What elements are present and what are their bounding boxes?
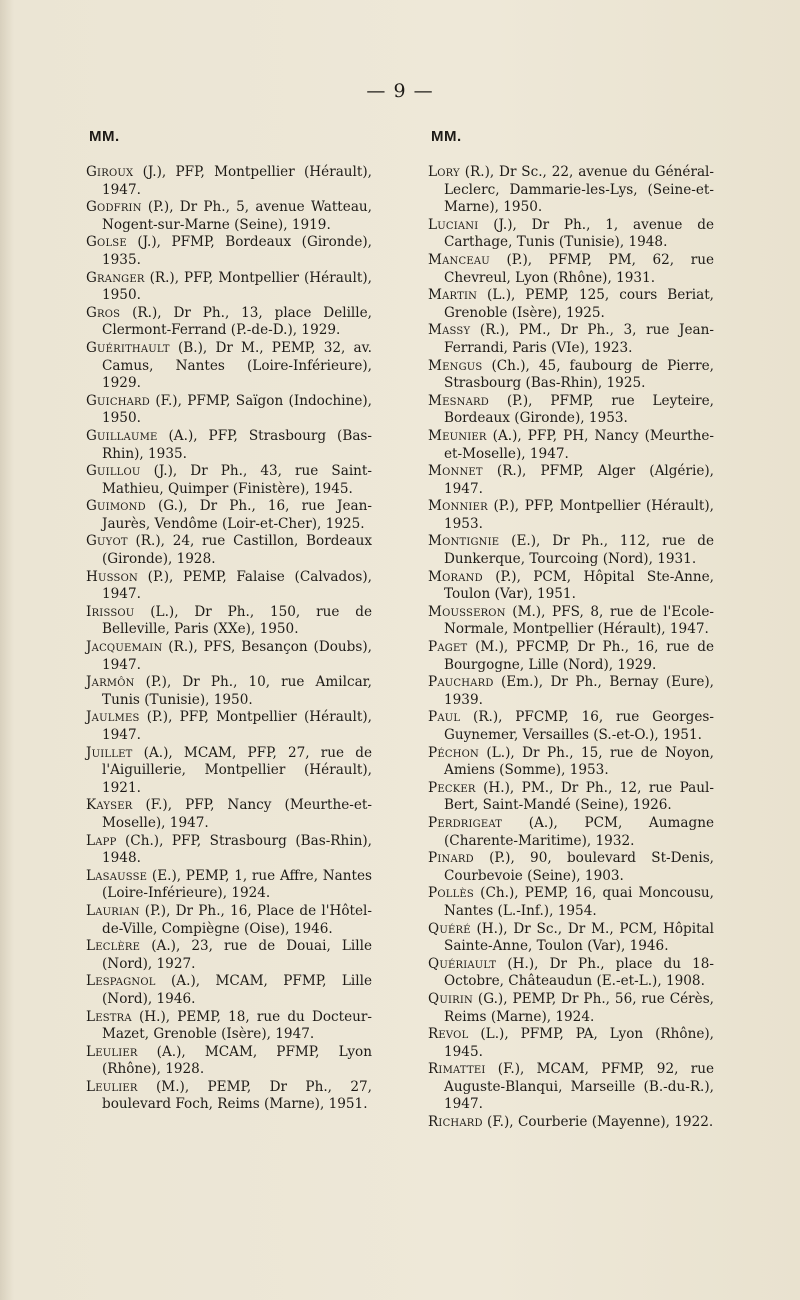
entry-details: (P.), PFMP, PM, 62, rue Chevreul, Lyon (Rhône), 1931.	[444, 251, 714, 286]
directory-entry	[86, 199, 372, 234]
entry-details: (J.), PFP, Montpellier (Hérault), 1947.	[102, 164, 372, 198]
directory-entry	[428, 498, 714, 533]
entry-details: (A.), PCM, Aumagne (Charente-Maritime), 1932.	[444, 814, 714, 849]
entry-details: (R.), PFCMP, 16, rue Georges-Guynemer, Versailles (S.-et-O.), 1951.	[444, 709, 714, 743]
entry-name: Guyot	[86, 533, 128, 550]
entry-details: (A.), MCAM, PFMP, Lyon (Rhône), 1928.	[102, 1043, 372, 1078]
entry-details: (P.), PFP, Montpellier (Hérault), 1947.	[102, 709, 372, 743]
entry-details: (A.), PFP, Strasbourg (Bas-Rhin), 1935.	[102, 427, 372, 462]
entry-name: Quériault	[428, 955, 497, 972]
entry-details: (J.), Dr Ph., 43, rue Saint-Mathieu, Quimper (Finistère), 1945.	[102, 463, 372, 497]
entry-name: Jarmôn	[86, 674, 135, 691]
entry-name: Perdrigeat	[428, 814, 503, 831]
directory-entry	[86, 1044, 372, 1079]
directory-entry	[428, 358, 714, 393]
directory-entry	[428, 709, 714, 744]
directory-entry	[86, 745, 372, 798]
entry-details: (R.), PM., Dr Ph., 3, rue Jean-Ferrandi, Paris (VIe), 1923.	[444, 322, 714, 356]
entry-name: Péchon	[428, 744, 479, 761]
directory-entry	[86, 797, 372, 832]
entry-details: (F.), PFP, Nancy (Meurthe-et-Moselle), 1947.	[102, 797, 372, 831]
entry-details: (L.), Dr Ph., 150, rue de Belleville, Paris (XXe), 1950.	[102, 603, 372, 638]
directory-entry	[428, 850, 714, 885]
entry-name: Mengus	[428, 357, 483, 374]
directory-entry	[86, 903, 372, 938]
directory-entry	[428, 604, 714, 639]
entry-name: Richard	[428, 1114, 483, 1131]
entry-name: Godfrin	[86, 199, 142, 216]
entry-details: (P.), PCM, Hôpital Ste-Anne, Toulon (Var), 1951.	[444, 568, 714, 603]
entry-name: Massy	[428, 322, 471, 339]
directory-entry	[428, 1026, 714, 1061]
entry-name: Quirin	[428, 990, 473, 1007]
entry-name: Mousseron	[428, 603, 506, 620]
entry-details: (R.), PFMP, Alger (Algérie), 1947.	[444, 463, 714, 497]
entry-name: Giroux	[86, 164, 134, 180]
directory-entry	[86, 569, 372, 604]
entry-details: (H.), Dr Ph., place du 18-Octobre, Châteaudun (E.-et-L.), 1908.	[444, 955, 714, 990]
directory-entry	[428, 428, 714, 463]
directory-entry	[428, 815, 714, 850]
directory-entry	[86, 938, 372, 973]
entry-name: Guillaume	[86, 427, 158, 444]
directory-entry	[86, 868, 372, 903]
entry-details: (P.), PFP, Montpellier (Hérault), 1953.	[444, 498, 714, 532]
directory-entry	[86, 1079, 372, 1114]
entry-details: (Ch.), PEMP, 16, quai Moncousu, Nantes (L.-Inf.), 1954.	[444, 885, 714, 919]
entry-details: (M.), PEMP, Dr Ph., 27, boulevard Foch, Reims (Marne), 1951.	[102, 1078, 372, 1113]
directory-entry	[86, 833, 372, 868]
entry-details: (R.), Dr Sc., 22, avenue du Général-Leclerc, Dammarie-les-Lys, (Seine-et-Marne), 1950.	[444, 164, 714, 216]
column-heading: MM.	[89, 128, 120, 145]
entry-name: Leulier	[86, 1043, 138, 1060]
entry-details: (A.), MCAM, PFP, 27, rue de l'Aiguillerie, Montpellier (Hérault), 1921.	[102, 744, 372, 796]
entry-details: (R.), Dr Ph., 13, place Delille, Clermont-Ferrand (P.-de-D.), 1929.	[102, 304, 372, 339]
entry-name: Lory	[428, 164, 460, 180]
entry-name: Martin	[428, 287, 478, 304]
directory-entry	[428, 322, 714, 357]
directory-entry	[86, 498, 372, 533]
directory-entry	[428, 569, 714, 604]
entry-details: (E.), PEMP, 1, rue Affre, Nantes (Loire-Inférieure), 1924.	[102, 867, 372, 902]
directory-entry	[428, 921, 714, 956]
entry-details: (H.), PM., Dr Ph., 12, rue Paul-Bert, Saint-Mandé (Seine), 1926.	[444, 779, 714, 814]
directory-entry	[86, 973, 372, 1008]
entry-details: (R.), PFS, Besançon (Doubs), 1947.	[102, 639, 372, 673]
directory-entry	[428, 780, 714, 815]
directory-entry	[428, 745, 714, 780]
entry-details: (L.), PEMP, 125, cours Beriat, Grenoble (Isère), 1925.	[444, 287, 714, 321]
entry-details: (J.), Dr Ph., 1, avenue de Carthage, Tunis (Tunisie), 1948.	[444, 216, 714, 251]
entry-list	[428, 164, 714, 1132]
entry-name: Paget	[428, 639, 468, 656]
directory-entry	[428, 393, 714, 428]
entry-details: (P.), 90, boulevard St-Denis, Courbevoie (Seine), 1903.	[444, 850, 714, 884]
entry-name: Lestra	[86, 1008, 132, 1025]
entry-name: Rimattei	[428, 1061, 486, 1078]
directory-entry	[86, 604, 372, 639]
directory-entry	[86, 674, 372, 709]
entry-name: Kayser	[86, 797, 133, 814]
entry-name: Lapp	[86, 832, 117, 849]
directory-entry	[428, 164, 714, 217]
directory-entry	[86, 428, 372, 463]
entry-name: Husson	[86, 568, 138, 585]
entry-details: (G.), PEMP, Dr Ph., 56, rue Cérès, Reims (Marne), 1924.	[444, 990, 714, 1025]
entry-name: Monnier	[428, 498, 488, 515]
entry-details: (P.), Dr Ph., 5, avenue Watteau, Nogent-sur-Marne (Seine), 1919.	[102, 199, 372, 233]
entry-name: Luciani	[428, 216, 479, 233]
entry-name: Guimond	[86, 498, 146, 515]
directory-entry	[86, 1009, 372, 1044]
directory-entry	[86, 234, 372, 269]
directory-entry	[86, 270, 372, 305]
directory-entry	[86, 305, 372, 340]
left-column	[86, 128, 372, 1114]
directory-entry	[428, 885, 714, 920]
entry-name: Manceau	[428, 251, 490, 268]
entry-details: (M.), PFCMP, Dr Ph., 16, rue de Bourgogne, Lille (Nord), 1929.	[444, 639, 714, 673]
entry-details: (G.), Dr Ph., 16, rue Jean-Jaurès, Vendôme (Loir-et-Cher), 1925.	[102, 498, 372, 532]
entry-list	[86, 164, 372, 1114]
directory-entry	[428, 639, 714, 674]
entry-details: (H.), PEMP, 18, rue du Docteur-Mazet, Grenoble (Isère), 1947.	[102, 1008, 372, 1043]
entry-details: (A.), MCAM, PFMP, Lille (Nord), 1946.	[102, 973, 372, 1007]
entry-name: Golse	[86, 234, 127, 251]
directory-entry	[86, 709, 372, 744]
entry-name: Pecker	[428, 779, 476, 796]
directory-entry	[428, 1061, 714, 1114]
entry-name: Lespagnol	[86, 973, 156, 990]
entry-details: (Ch.), 45, faubourg de Pierre, Strasbourg (Bas-Rhin), 1925.	[444, 357, 714, 392]
entry-details: (L.), PFMP, PA, Lyon (Rhône), 1945.	[444, 1026, 714, 1060]
entry-name: Jaulmes	[86, 709, 140, 726]
entry-details: (M.), PFS, 8, rue de l'Ecole-Normale, Montpellier (Hérault), 1947.	[444, 603, 714, 638]
entry-name: Paul	[428, 709, 461, 726]
entry-name: Juillet	[86, 744, 133, 761]
entry-details: (E.), Dr Ph., 112, rue de Dunkerque, Tourcoing (Nord), 1931.	[444, 533, 714, 568]
entry-name: Leulier	[86, 1078, 138, 1095]
directory-entry	[428, 1114, 714, 1132]
entry-details: (A.), 23, rue de Douai, Lille (Nord), 1927.	[102, 938, 372, 972]
entry-details: (J.), PFMP, Bordeaux (Gironde), 1935.	[102, 234, 372, 268]
entry-details: (P.), PEMP, Falaise (Calvados), 1947.	[102, 568, 372, 603]
entry-name: Pinard	[428, 850, 474, 867]
entry-name: Pollès	[428, 885, 474, 902]
entry-name: Irissou	[86, 603, 135, 620]
entry-name: Laurian	[86, 902, 140, 919]
entry-name: Lasausse	[86, 867, 148, 884]
directory-entry	[86, 533, 372, 568]
entry-details: (B.), Dr M., PEMP, 32, av. Camus, Nantes (Loire-Inférieure), 1929.	[102, 339, 372, 392]
directory-entry	[428, 674, 714, 709]
directory-entry	[428, 252, 714, 287]
entry-details: (F.), Courberie (Mayenne), 1922.	[482, 1114, 714, 1131]
entry-name: Guichard	[86, 392, 150, 409]
entry-details: (R.), PFP, Montpellier (Hérault), 1950.	[102, 269, 372, 304]
entry-details: (F.), PFMP, Saïgon (Indochine), 1950.	[102, 392, 372, 427]
entry-details: (P.), Dr Ph., 10, rue Amilcar, Tunis (Tunisie), 1950.	[102, 674, 372, 708]
directory-entry	[428, 991, 714, 1026]
entry-name: Pauchard	[428, 674, 494, 691]
entry-details: (H.), Dr Sc., Dr M., PCM, Hôpital Sainte-Anne, Toulon (Var), 1946.	[444, 920, 714, 955]
entry-name: Meunier	[428, 427, 487, 444]
directory-entry	[86, 639, 372, 674]
entry-details: (P.), PFMP, rue Leyteire, Bordeaux (Gironde), 1953.	[444, 392, 714, 427]
entry-name: Jacquemain	[86, 639, 163, 656]
entry-name: Guérithault	[86, 339, 170, 356]
entry-name: Leclère	[86, 938, 141, 955]
entry-details: (F.), MCAM, PFMP, 92, rue Auguste-Blanqui, Marseille (B.-du-R.), 1947.	[444, 1061, 714, 1113]
column-heading: MM.	[431, 128, 462, 145]
entry-name: Granger	[86, 269, 145, 286]
entry-name: Revol	[428, 1026, 469, 1043]
entry-name: Monnet	[428, 463, 483, 480]
entry-details: (Em.), Dr Ph., Bernay (Eure), 1939.	[444, 674, 714, 708]
entry-details: (P.), Dr Ph., 16, Place de l'Hôtel-de-Ville, Compiègne (Oise), 1946.	[102, 902, 372, 937]
entry-details: (A.), PFP, PH, Nancy (Meurthe-et-Moselle), 1947.	[444, 427, 714, 462]
entry-name: Gros	[86, 304, 121, 321]
entry-name: Morand	[428, 568, 483, 585]
directory-entry	[86, 164, 372, 199]
entry-name: Guillou	[86, 463, 141, 480]
directory-entry	[428, 956, 714, 991]
directory-entry	[428, 463, 714, 498]
right-column	[428, 128, 714, 1132]
entry-details: (Ch.), PFP, Strasbourg (Bas-Rhin), 1948.	[102, 832, 372, 867]
entry-details: (L.), Dr Ph., 15, rue de Noyon, Amiens (Somme), 1953.	[444, 744, 714, 779]
entry-details: (R.), 24, rue Castillon, Bordeaux (Gironde), 1928.	[102, 533, 372, 568]
entry-name: Montignie	[428, 533, 500, 550]
directory-entry	[86, 340, 372, 393]
directory-entry	[428, 217, 714, 252]
directory-entry	[428, 287, 714, 322]
directory-entry	[86, 393, 372, 428]
entry-name: Mesnard	[428, 392, 489, 409]
directory-entry	[86, 463, 372, 498]
directory-entry	[428, 533, 714, 568]
page-number: — 9 —	[366, 80, 434, 102]
entry-name: Quéré	[428, 920, 471, 937]
